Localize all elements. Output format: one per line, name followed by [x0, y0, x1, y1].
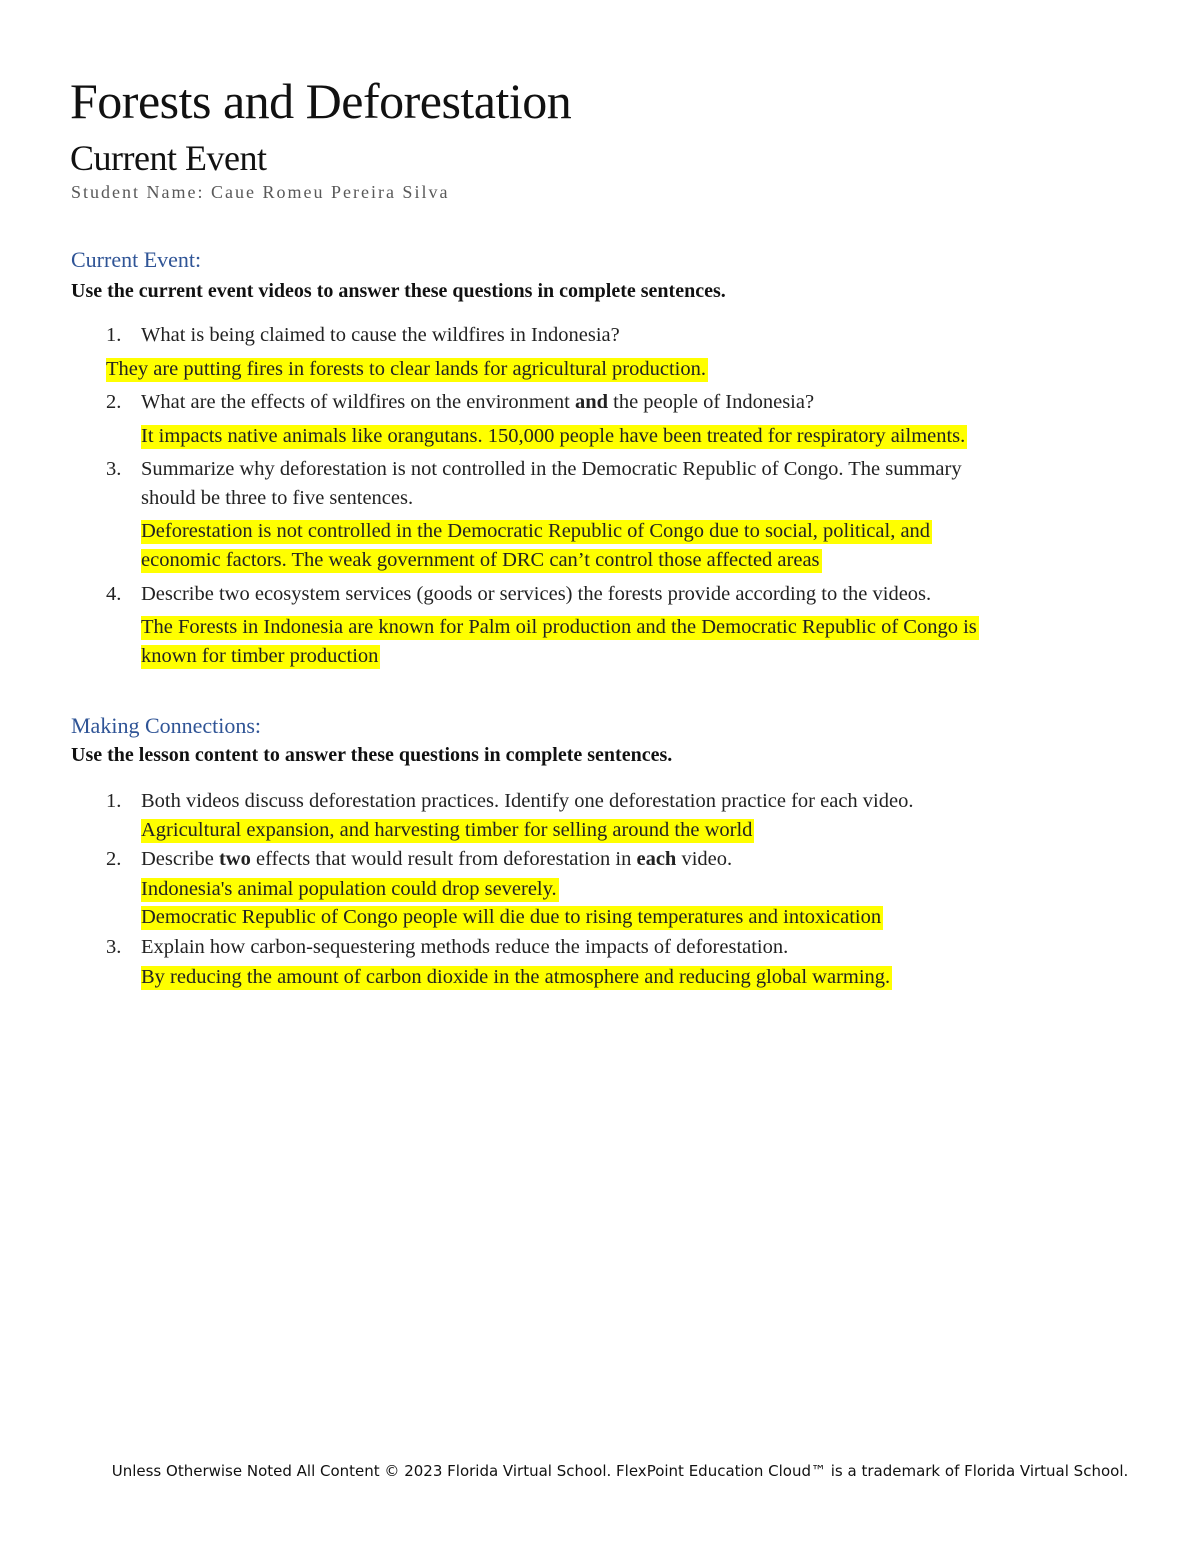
question-text-part: video. [676, 848, 733, 870]
answer-highlight: Deforestation is not controlled in the Democratic Republic of Congo due to social, political, and [141, 520, 931, 542]
question-text: What is being claimed to cause the wildfires in Indonesia? [141, 324, 620, 346]
question-text: Summarize why deforestation is not controlled in the Democratic Republic of Congo. The summary [141, 458, 962, 480]
question-number: 2. [106, 391, 122, 413]
answer-text [141, 964, 892, 990]
question-text: Both videos discuss deforestation practices. Identify one deforestation practice for each video. [141, 790, 914, 812]
question-text: Explain how carbon-sequestering methods reduce the impacts of deforestation. [141, 936, 789, 958]
answer-text [141, 904, 883, 930]
question-number: 2. [106, 848, 122, 870]
answer-text [141, 547, 822, 573]
page-footer: Unless Otherwise Noted All Content © 2023 Florida Virtual School. FlexPoint Education Cloud™ is a trademark of Florida Virtual School. [111, 1462, 1129, 1480]
question-text-part: Describe [141, 848, 219, 870]
question-text-bold: each [636, 848, 677, 870]
answer-highlight: known for timber production [141, 645, 379, 667]
answer-highlight: By reducing the amount of carbon dioxide in the atmosphere and reducing global warming. [141, 966, 891, 988]
question-text-bold: and [574, 391, 609, 413]
question-text-bold: two [218, 848, 251, 870]
document-subtitle: Current Event [70, 138, 267, 178]
question-text: Describe two ecosystem services (goods or services) the forests provide according to the videos. [141, 583, 932, 605]
answer-highlight: It impacts native animals like orangutans. 150,000 people have been treated for respiratory ailments. [141, 425, 966, 447]
section-instruction-making-connections: Use the lesson content to answer these questions in complete sentences. [71, 744, 673, 766]
question-number: 3. [106, 936, 122, 958]
question-number: 1. [106, 790, 122, 812]
question-text [141, 389, 814, 415]
question-text-part: the people of Indonesia? [608, 391, 815, 413]
question-number: 4. [106, 583, 122, 605]
section-heading-current-event: Current Event: [71, 247, 202, 272]
student-name-line [71, 182, 449, 203]
answer-highlight: The Forests in Indonesia are known for Palm oil production and the Democratic Republic of Congo is [141, 616, 977, 638]
answer-text [141, 423, 967, 449]
question-text [141, 846, 732, 872]
question-text: should be three to five sentences. [141, 487, 414, 509]
answer-highlight: Democratic Republic of Congo people will die due to rising temperatures and intoxication [141, 906, 882, 928]
answer-highlight: They are putting fires in forests to clear lands for agricultural production. [106, 358, 706, 380]
answer-text [141, 876, 559, 902]
answer-highlight: economic factors. The weak government of DRC can’t control those affected areas [141, 549, 820, 571]
answer-text [141, 518, 932, 544]
answer-highlight: Indonesia's animal population could drop severely. [141, 878, 557, 900]
answer-text [141, 643, 380, 669]
section-instruction-current-event: Use the current event videos to answer these questions in complete sentences. [71, 280, 726, 302]
question-text-part: effects that would result from deforestation in [250, 848, 637, 870]
answer-text [141, 817, 754, 843]
answer-highlight: Agricultural expansion, and harvesting timber for selling around the world [141, 819, 753, 841]
section-heading-making-connections: Making Connections: [71, 713, 262, 738]
student-name-label: Student Name: [71, 182, 205, 202]
question-number: 1. [106, 324, 122, 346]
question-text-part: What are the effects of wildfires on the environment [141, 391, 575, 413]
answer-text [106, 356, 708, 382]
question-number: 3. [106, 458, 122, 480]
document-title: Forests and Deforestation [70, 73, 572, 129]
answer-text [141, 614, 979, 640]
student-name-value: Caue Romeu Pereira Silva [210, 182, 450, 202]
